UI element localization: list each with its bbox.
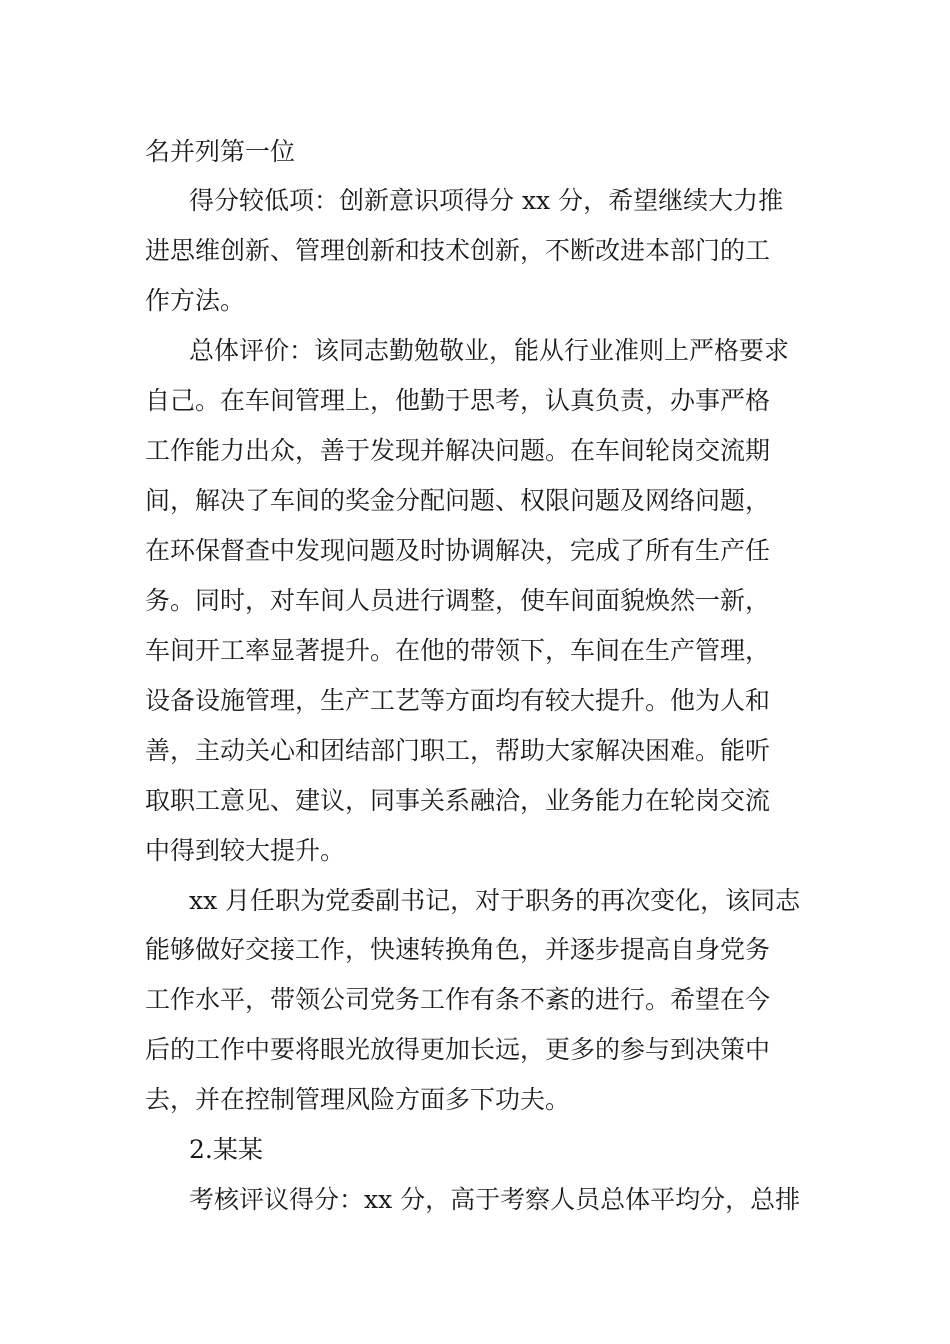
text-line: 中得到较大提升。 xyxy=(145,836,346,865)
text-line: 务。同时，对车间人员进行调整，使车间面貌焕然一新， xyxy=(145,586,771,615)
text-line: 间，解决了车间的奖金分配问题、权限问题及网络问题， xyxy=(145,486,771,515)
text-line: 自己。在车间管理上，他勤于思考，认真负责，办事严格 xyxy=(145,386,771,415)
text-line: 后的工作中要将眼光放得更加长远，更多的参与到决策中 xyxy=(145,1035,771,1064)
text-line: 工作能力出众，善于发现并解决问题。在车间轮岗交流期 xyxy=(145,436,771,465)
section-heading: 2.某某 xyxy=(189,1135,263,1164)
text-line: 总体评价：该同志勤勉敬业，能从行业准则上严格要求 xyxy=(189,336,790,365)
text-line: 名并列第一位 xyxy=(145,137,296,166)
text-line: 在环保督查中发现问题及时协调解决，完成了所有生产任 xyxy=(145,536,771,565)
text-line: 车间开工率显著提升。在他的带领下，车间在生产管理， xyxy=(145,636,771,665)
text-line: xx 月任职为党委副书记，对于职务的再次变化，该同志 xyxy=(189,886,801,915)
text-line: 能够做好交接工作，快速转换角色，并逐步提高自身党务 xyxy=(145,935,771,964)
text-line: 考核评议得分：xx 分，高于考察人员总体平均分，总排 xyxy=(189,1185,801,1214)
text-line: 得分较低项：创新意识项得分 xx 分，希望继续大力推 xyxy=(189,186,784,215)
text-line: 设备设施管理，生产工艺等方面均有较大提升。他为人和 xyxy=(145,686,771,715)
text-line: 去，并在控制管理风险方面多下功夫。 xyxy=(145,1085,571,1114)
text-line: 作方法。 xyxy=(145,286,246,315)
text-line: 取职工意见、建议，同事关系融洽，业务能力在轮岗交流 xyxy=(145,786,771,815)
text-line: 进思维创新、管理创新和技术创新，不断改进本部门的工 xyxy=(145,236,771,265)
text-line: 善，主动关心和团结部门职工，帮助大家解决困难。能听 xyxy=(145,736,771,765)
text-line: 工作水平，带领公司党务工作有条不紊的进行。希望在今 xyxy=(145,985,771,1014)
